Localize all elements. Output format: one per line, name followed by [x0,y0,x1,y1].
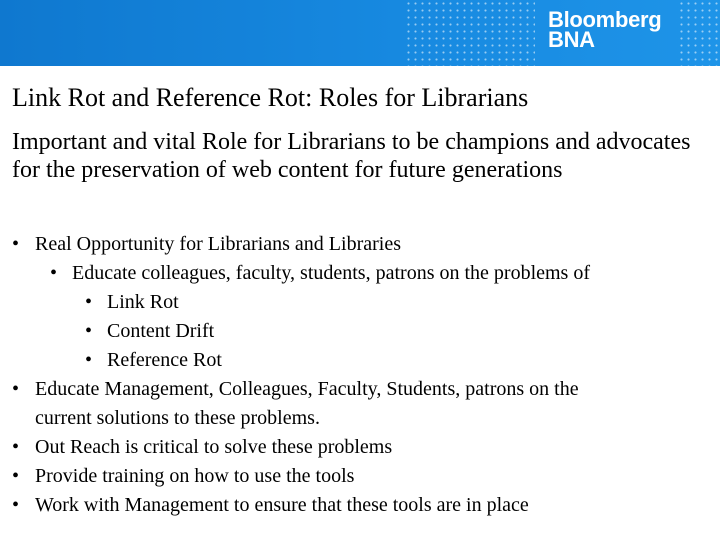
bullet-list [0,230,720,520]
list-item-text: Educate colleagues, faculty, students, patrons on the problems of [72,262,590,284]
bullet-icon: • [85,291,93,313]
list-item [0,259,720,288]
list-item [0,491,720,520]
list-item [0,346,720,375]
list-item [0,288,720,317]
bullet-icon: • [12,436,20,458]
list-item-text: Reference Rot [107,349,222,371]
list-item [0,462,720,491]
list-item-text: Content Drift [107,320,215,342]
list-item-text: Educate Management, Colleagues, Faculty, Students, patrons on the [35,378,579,400]
list-item-text: Work with Management to ensure that these tools are in place [35,494,529,516]
list-item [0,317,720,346]
header-banner [0,0,720,66]
slide-title: Link Rot and Reference Rot: Roles for Librarians [12,83,529,112]
bullet-icon: • [50,262,58,284]
list-item-text: Out Reach is critical to solve these problems [35,436,393,458]
list-item [0,230,720,259]
list-item-continuation [0,404,720,433]
logo-line-1: Bloomberg [548,7,662,32]
bullet-icon: • [12,494,20,516]
list-item-text: Link Rot [107,291,179,313]
dot-pattern-left [405,0,535,66]
bloomberg-bna-logo [548,7,662,52]
list-item-text: Real Opportunity for Librarians and Libraries [35,233,401,255]
bullet-icon: • [12,378,20,400]
list-item-text: current solutions to these problems. [35,407,320,429]
bullet-icon: • [85,320,93,342]
bullet-icon: • [85,349,93,371]
logo-line-2: BNA [548,27,595,52]
dot-pattern-right [678,0,720,66]
intro-paragraph: Important and vital Role for Librarians to be champions and advocates for the preservation of web content for future generations [12,129,691,183]
bullet-icon: • [12,233,20,255]
list-item [0,375,720,404]
bullet-icon: • [12,465,20,487]
list-item [0,433,720,462]
list-item-text: Provide training on how to use the tools [35,465,355,487]
